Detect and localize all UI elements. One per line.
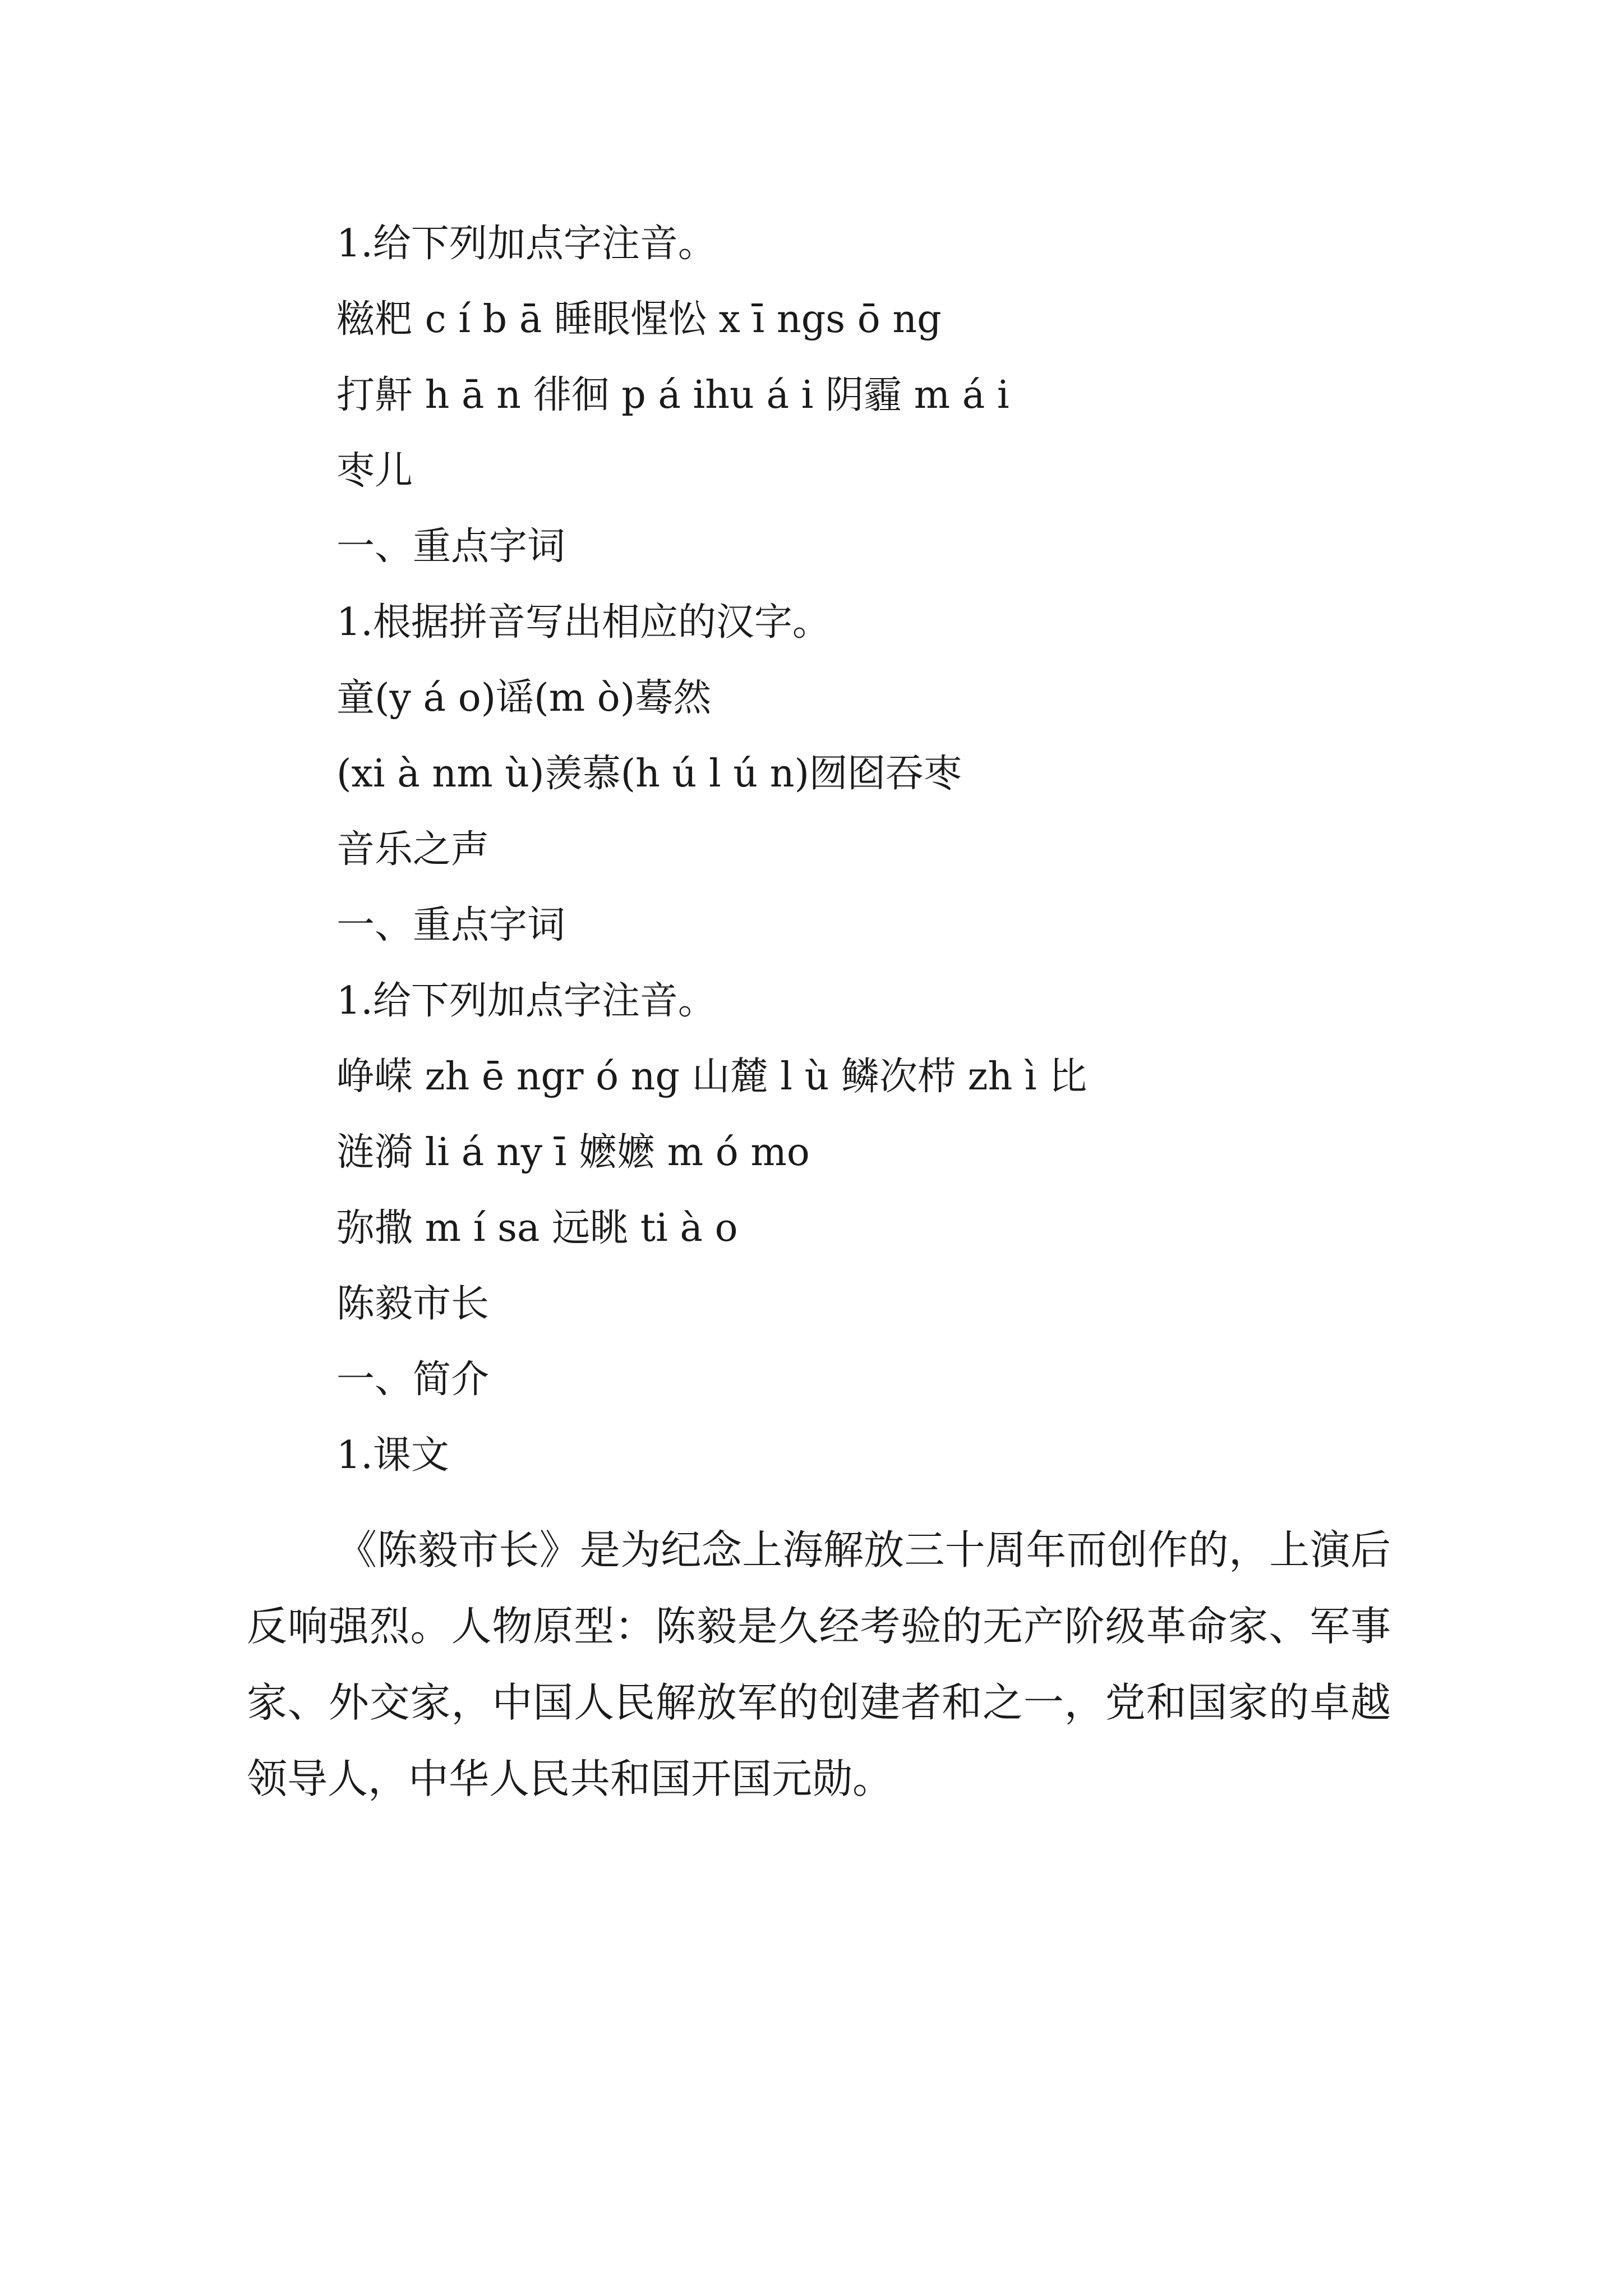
pinyin-line: 打鼾 h ā n 徘徊 p á ihu á i 阴霾 m á i <box>336 373 1009 417</box>
section-heading: 一、简介 <box>336 1358 490 1402</box>
body-paragraph: 《陈毅市长》是为纪念上海解放三十周年而创作的，上演后反响强烈。人物原型：陈毅是久经考验的无产阶级革命家、军事家、外交家，中国人民解放军的创建者和之一，党和国家的卓越领导人，中华人民共和国开国元勋。 <box>247 1526 1391 1802</box>
pinyin-line: 童(y á o)谣(m ò)蓦然 <box>336 676 712 720</box>
item-heading: 1.课文 <box>336 1433 449 1478</box>
pinyin-line: 糍粑 c í b ā 睡眼惺忪 x ī ngs ō ng <box>336 297 942 342</box>
lesson-title: 音乐之声 <box>336 827 490 872</box>
section-heading: 一、重点字词 <box>336 524 566 569</box>
pinyin-line: 涟漪 li á ny ī 嬷嬷 m ó mo <box>336 1130 810 1175</box>
question-heading: 1.根据拼音写出相应的汉字。 <box>336 600 831 645</box>
pinyin-line: 峥嵘 zh ē ngr ó ng 山麓 l ù 鳞次栉 zh ì 比 <box>336 1055 1087 1099</box>
lesson-title: 陈毅市长 <box>336 1282 490 1326</box>
pinyin-line: 弥撒 m í sa 远眺 ti à o <box>336 1206 738 1250</box>
question-heading: 1.给下列加点字注音。 <box>336 222 716 266</box>
pinyin-line: (xi à nm ù)羡慕(h ú l ú n)囫囵吞枣 <box>336 752 962 796</box>
section-heading: 一、重点字词 <box>336 903 566 947</box>
question-heading: 1.给下列加点字注音。 <box>336 979 716 1023</box>
lesson-title: 枣儿 <box>336 449 413 493</box>
